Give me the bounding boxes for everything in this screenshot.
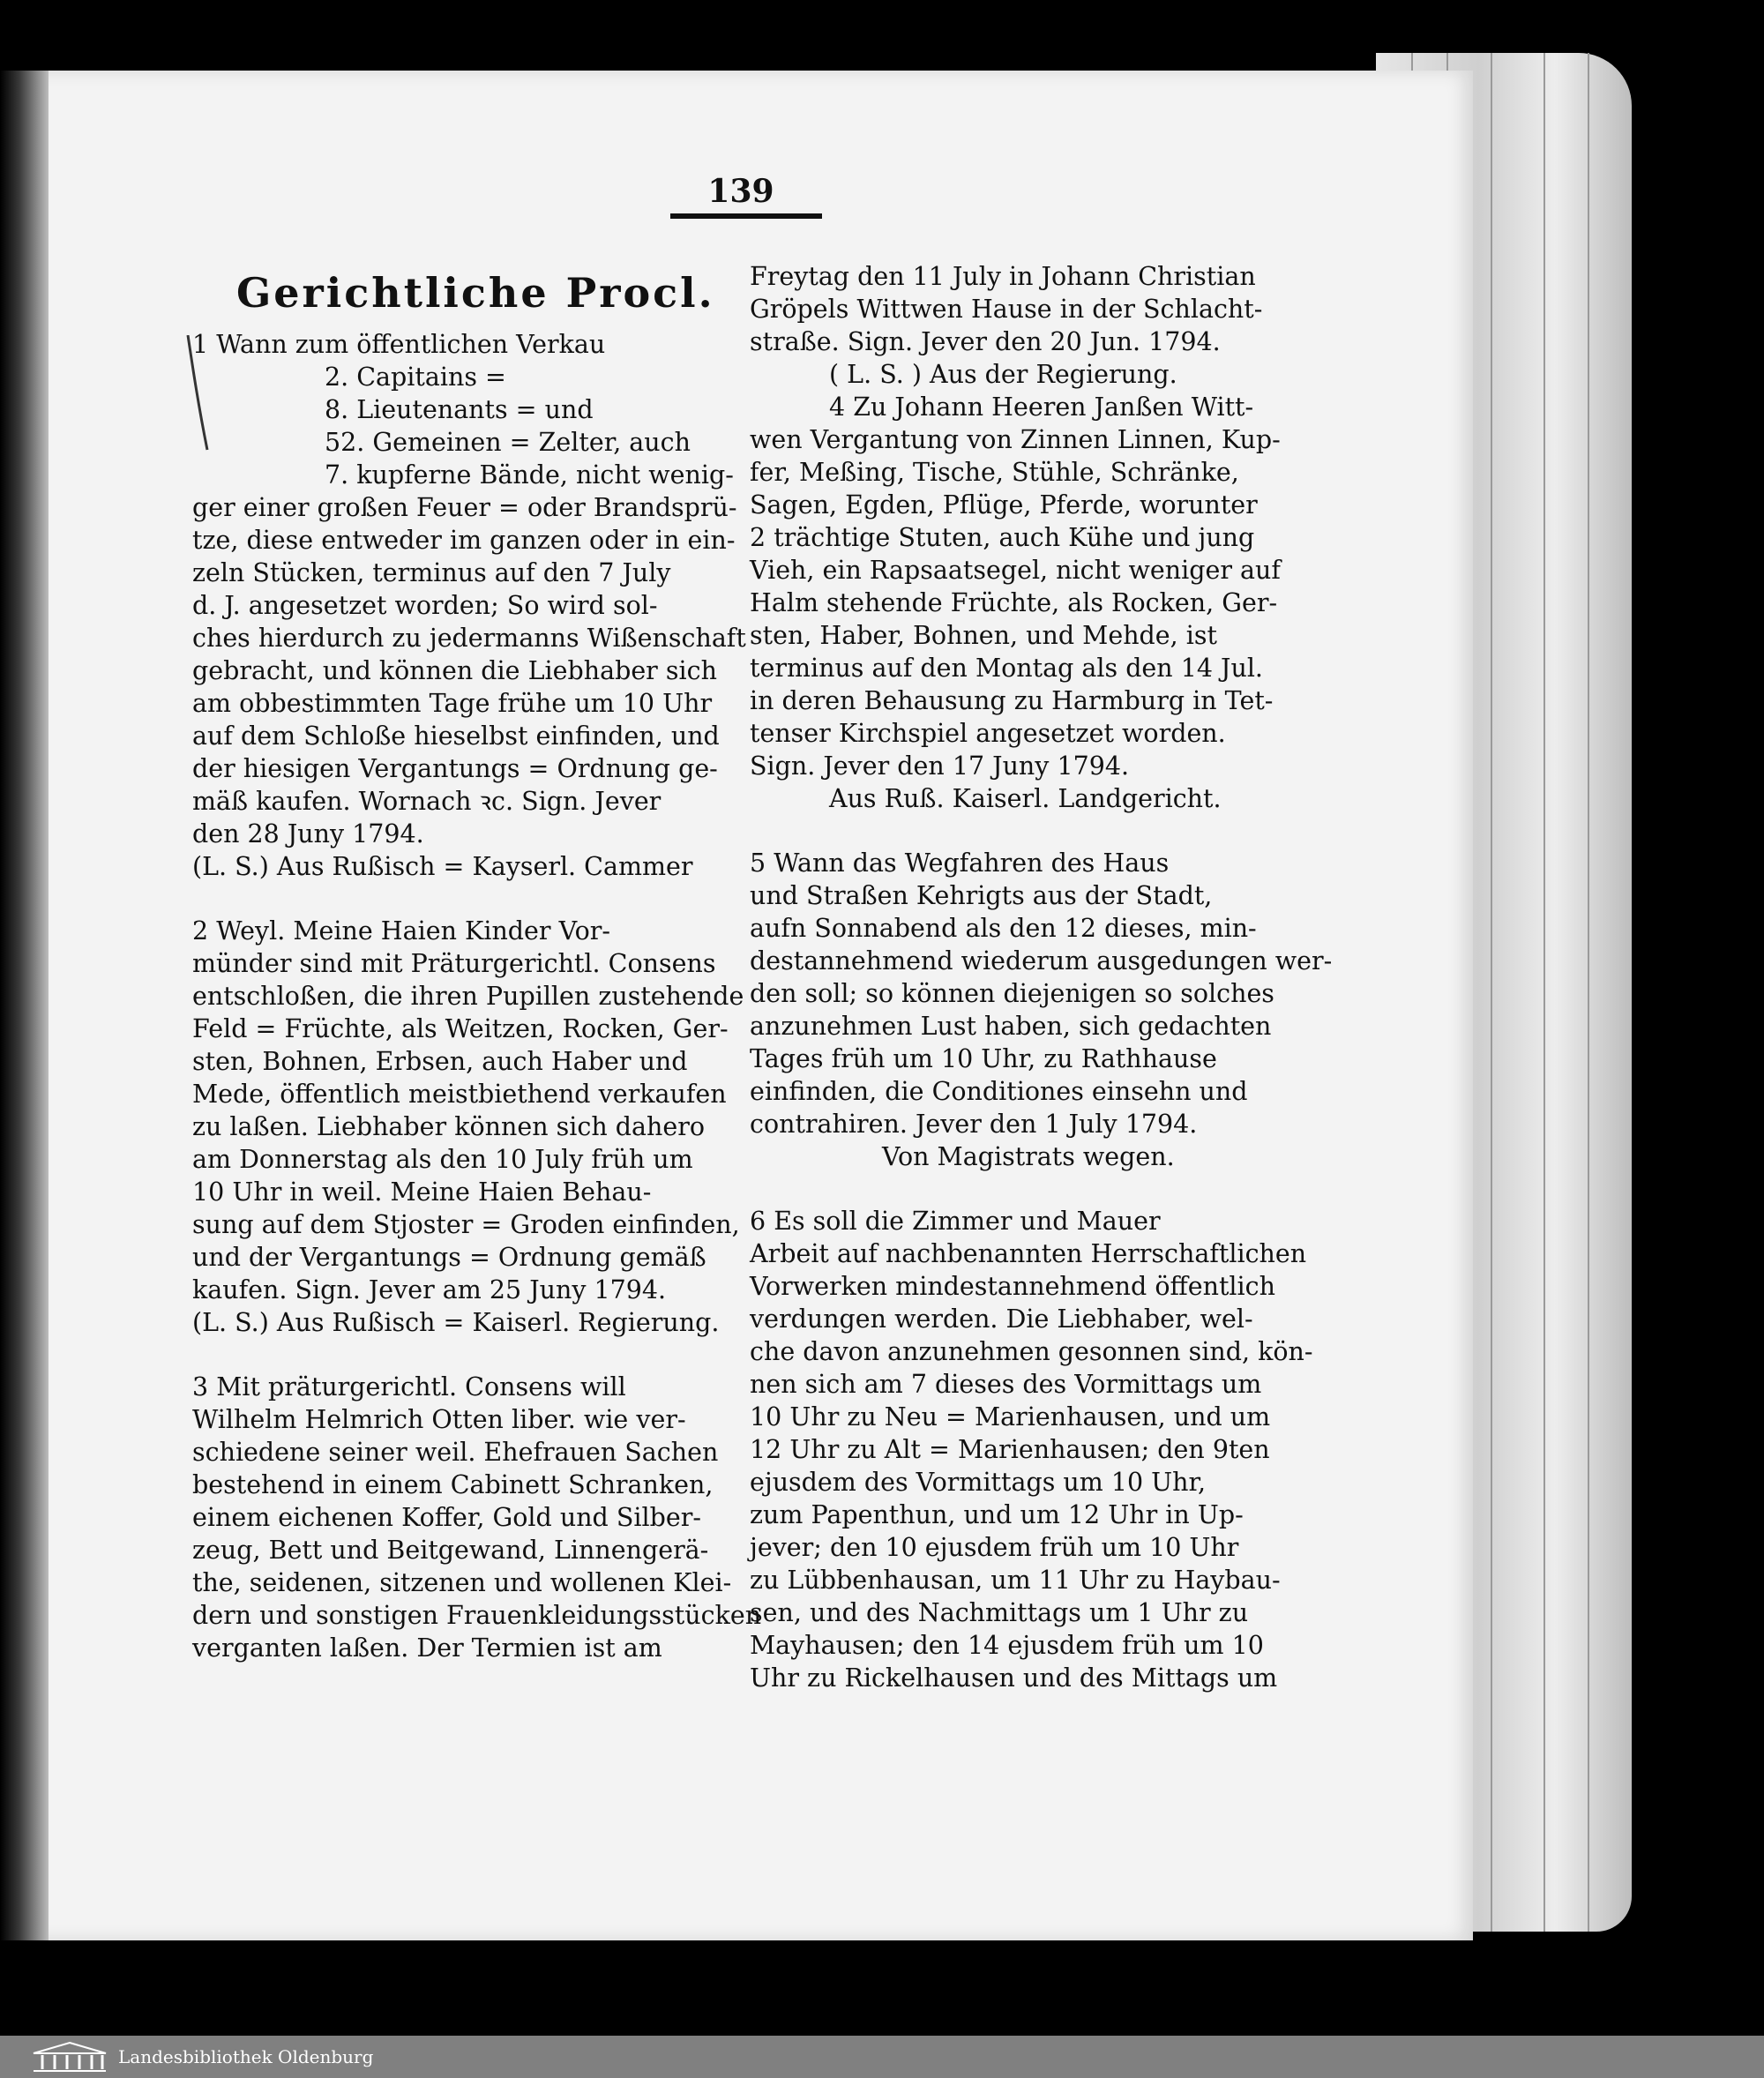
text-line: wen Vergantung von Zinnen Linnen, Kup- bbox=[750, 425, 1281, 454]
library-building-icon bbox=[32, 2041, 108, 2073]
text-line: am obbestimmten Tage frühe um 10 Uhr bbox=[192, 689, 713, 718]
book-gutter bbox=[0, 71, 49, 1940]
text-line: 10 Uhr in weil. Meine Haien Behau- bbox=[192, 1177, 652, 1207]
text-line: in deren Behausung zu Harmburg in Tet- bbox=[750, 686, 1274, 715]
text-line: Sign. Jever den 17 Juny 1794. bbox=[750, 751, 1130, 781]
text-line: ger einer großen Feuer = oder Brandsprü- bbox=[192, 493, 737, 522]
page-number-rule bbox=[670, 213, 822, 219]
section-heading: Gerichtliche Procl. bbox=[236, 269, 715, 317]
text-line: mäß kaufen. Wornach ꝛc. Sign. Jever bbox=[192, 787, 662, 816]
text-line: Vorwerken mindestannehmend öffentlich bbox=[750, 1272, 1275, 1301]
footer-library-label: Landesbibliothek Oldenburg bbox=[118, 2046, 374, 2067]
text-line: 2 Weyl. Meine Haien Kinder Vor- bbox=[192, 916, 610, 946]
text-line: ejusdem des Vormittags um 10 Uhr, bbox=[750, 1468, 1207, 1497]
text-line: 10 Uhr zu Neu = Marienhausen, und um bbox=[750, 1402, 1271, 1431]
text-line: ches hierdurch zu jedermanns Wißenschaft bbox=[192, 624, 746, 653]
text-line: che davon anzunehmen gesonnen sind, kön- bbox=[750, 1337, 1313, 1366]
text-line: am Donnerstag als den 10 July früh um bbox=[192, 1145, 693, 1174]
text-line: verganten laßen. Der Termien ist am bbox=[192, 1633, 662, 1663]
text-line: verdungen werden. Die Liebhaber, wel- bbox=[750, 1304, 1253, 1334]
text-line: Mayhausen; den 14 ejusdem früh um 10 bbox=[750, 1631, 1264, 1660]
text-line: zu laßen. Liebhaber können sich dahero bbox=[192, 1112, 705, 1141]
text-line: zum Papenthun, und um 12 Uhr in Up- bbox=[750, 1500, 1244, 1529]
text-line: 1 Wann zum öffentlichen Verkau bbox=[192, 330, 606, 359]
text-line: straße. Sign. Jever den 20 Jun. 1794. bbox=[750, 327, 1221, 356]
text-line: 8. Lieutenants = und bbox=[325, 395, 594, 424]
text-line: terminus auf den Montag als den 14 Jul. bbox=[750, 654, 1263, 683]
text-line: (L. S.) Aus Rußisch = Kayserl. Cammer bbox=[192, 852, 693, 881]
text-line: Halm stehende Früchte, als Rocken, Ger- bbox=[750, 588, 1278, 617]
text-line bbox=[192, 1339, 732, 1371]
left-column-lines bbox=[192, 328, 762, 1664]
text-line: fer, Meßing, Tische, Stühle, Schränke, bbox=[750, 458, 1239, 487]
text-line: d. J. angesetzet worden; So wird sol- bbox=[192, 591, 658, 620]
text-line: ( L. S. ) Aus der Regierung. bbox=[829, 360, 1177, 389]
text-line: the, seidenen, sitzenen und wollenen Klei- bbox=[192, 1568, 732, 1597]
text-line: Aus Ruß. Kaiserl. Landgericht. bbox=[829, 784, 1222, 813]
text-line bbox=[750, 1173, 1305, 1205]
text-line: zu Lübbenhausan, um 11 Uhr zu Haybau- bbox=[750, 1566, 1281, 1595]
text-line: Mede, öffentlich meistbiethend verkaufen bbox=[192, 1080, 727, 1109]
left-column bbox=[192, 265, 762, 1664]
text-line bbox=[192, 883, 732, 915]
text-line: schiedene seiner weil. Ehefrauen Sachen bbox=[192, 1438, 719, 1467]
text-line: gebracht, und können die Liebhaber sich bbox=[192, 656, 717, 685]
text-line: den soll; so können diejenigen so solches bbox=[750, 979, 1274, 1008]
text-line: 2 trächtige Stuten, auch Kühe und jung bbox=[750, 523, 1255, 552]
text-line: jever; den 10 ejusdem früh um 10 Uhr bbox=[750, 1533, 1239, 1562]
text-line: 3 Mit präturgerichtl. Consens will bbox=[192, 1372, 626, 1402]
text-line: 7. kupferne Bände, nicht wenig- bbox=[325, 460, 734, 490]
text-line: sen, und des Nachmittags um 1 Uhr zu bbox=[750, 1598, 1249, 1627]
text-line: einem eichenen Koffer, Gold und Silber- bbox=[192, 1503, 701, 1532]
text-line: Feld = Früchte, als Weitzen, Rocken, Ger- bbox=[192, 1014, 729, 1043]
text-line: zeln Stücken, terminus auf den 7 July bbox=[192, 558, 671, 587]
page-number: 139 bbox=[707, 173, 774, 210]
text-line: 5 Wann das Wegfahren des Haus bbox=[750, 848, 1170, 878]
text-line bbox=[750, 815, 1305, 847]
text-line: kaufen. Sign. Jever am 25 Juny 1794. bbox=[192, 1275, 667, 1304]
text-line: bestehend in einem Cabinett Schranken, bbox=[192, 1470, 714, 1499]
text-line: Vieh, ein Rapsaatsegel, nicht weniger auf bbox=[750, 556, 1281, 585]
text-line: dern und sonstigen Frauenkleidungsstücken bbox=[192, 1601, 762, 1630]
text-line: Arbeit auf nachbenannten Herrschaftlichen bbox=[750, 1239, 1307, 1268]
text-line: sung auf dem Stjoster = Groden einfinden, bbox=[192, 1210, 740, 1239]
text-line: nen sich am 7 dieses des Vormittags um bbox=[750, 1370, 1262, 1399]
text-line: einfinden, die Conditiones einsehn und bbox=[750, 1077, 1248, 1106]
right-column bbox=[750, 260, 1333, 1694]
text-line: und der Vergantungs = Ordnung gemäß bbox=[192, 1243, 706, 1272]
text-line: aufn Sonnabend als den 12 dieses, min- bbox=[750, 914, 1257, 943]
text-line: 2. Capitains = bbox=[325, 363, 506, 392]
text-line: sten, Bohnen, Erbsen, auch Haber und bbox=[192, 1047, 688, 1076]
text-line: 12 Uhr zu Alt = Marienhausen; den 9ten bbox=[750, 1435, 1270, 1464]
text-line: Von Magistrats wegen. bbox=[882, 1142, 1175, 1171]
text-line: sten, Haber, Bohnen, und Mehde, ist bbox=[750, 621, 1217, 650]
text-line: zeug, Bett und Beitgewand, Linnengerä- bbox=[192, 1536, 709, 1565]
text-line: Sagen, Egden, Pflüge, Pferde, worunter bbox=[750, 490, 1258, 520]
text-line: Gröpels Wittwen Hause in der Schlacht- bbox=[750, 295, 1263, 324]
text-line: 52. Gemeinen = Zelter, auch bbox=[325, 428, 691, 457]
footer-bar bbox=[0, 2036, 1764, 2078]
text-line: Uhr zu Rickelhausen und des Mittags um bbox=[750, 1663, 1278, 1693]
text-line: contrahiren. Jever den 1 July 1794. bbox=[750, 1110, 1198, 1139]
text-line: (L. S.) Aus Rußisch = Kaiserl. Regierung. bbox=[192, 1308, 720, 1337]
text-line: 6 Es soll die Zimmer und Mauer bbox=[750, 1207, 1161, 1236]
text-line: destannehmend wiederum ausgedungen wer- bbox=[750, 946, 1333, 975]
text-line: entschloßen, die ihren Pupillen zustehende bbox=[192, 982, 744, 1011]
right-column-lines bbox=[750, 260, 1333, 1694]
text-line: münder sind mit Präturgerichtl. Consens bbox=[192, 949, 716, 978]
text-line: anzunehmen Lust haben, sich gedachten bbox=[750, 1012, 1272, 1041]
text-line: auf dem Schloße hieselbst einfinden, und bbox=[192, 721, 720, 751]
text-line: Freytag den 11 July in Johann Christian bbox=[750, 262, 1256, 291]
text-line: der hiesigen Vergantungs = Ordnung ge- bbox=[192, 754, 718, 783]
text-line: 4 Zu Johann Heeren Janßen Witt- bbox=[829, 392, 1254, 422]
text-line: Tages früh um 10 Uhr, zu Rathhause bbox=[750, 1044, 1217, 1073]
text-line: tenser Kirchspiel angesetzet worden. bbox=[750, 719, 1226, 748]
text-line: Wilhelm Helmrich Otten liber. wie ver- bbox=[192, 1405, 686, 1434]
text-line: tze, diese entweder im ganzen oder in ein- bbox=[192, 526, 736, 555]
text-line: und Straßen Kehrigts aus der Stadt, bbox=[750, 881, 1213, 910]
text-line: den 28 Juny 1794. bbox=[192, 819, 424, 848]
